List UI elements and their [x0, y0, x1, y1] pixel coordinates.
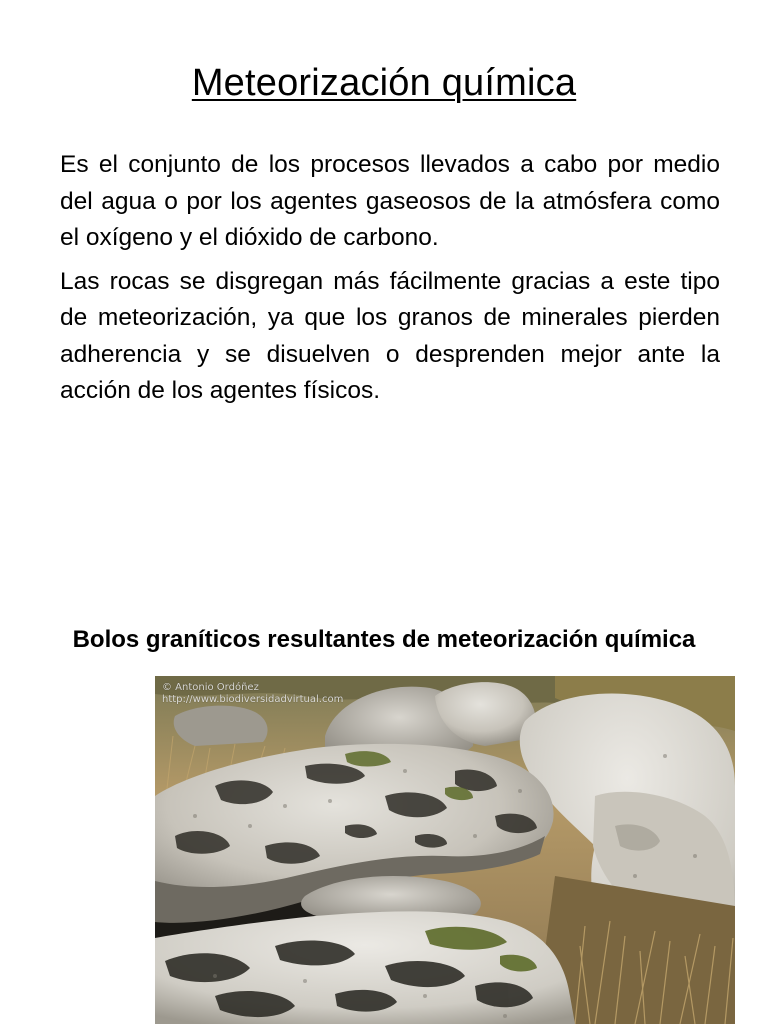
photo-illustration	[155, 676, 735, 1024]
granite-boulders-photo	[155, 676, 735, 1024]
photo-credit-author: © Antonio Ordóñez	[162, 682, 259, 693]
photo-caption: Bolos graníticos resultantes de meteorización química	[72, 626, 696, 653]
body-text	[60, 147, 720, 417]
paragraph-definition: Es el conjunto de los procesos llevados a cabo por medio del agua o por los agentes gaseosos de la atmósfera como el oxígeno y el dióxido de carbono.	[60, 151, 720, 251]
paragraph-effects: Las rocas se disgregan más fácilmente gracias a este tipo de meteorización, ya que los granos de minerales pierden adherencia y se disuelven o desprenden mejor ante la acción de los agentes físicos.	[60, 267, 720, 404]
photo-credit	[162, 682, 343, 706]
photo-credit-url: http://www.biodiversidadvirtual.com	[162, 694, 344, 705]
slide-title: Meteorización química	[191, 62, 577, 104]
